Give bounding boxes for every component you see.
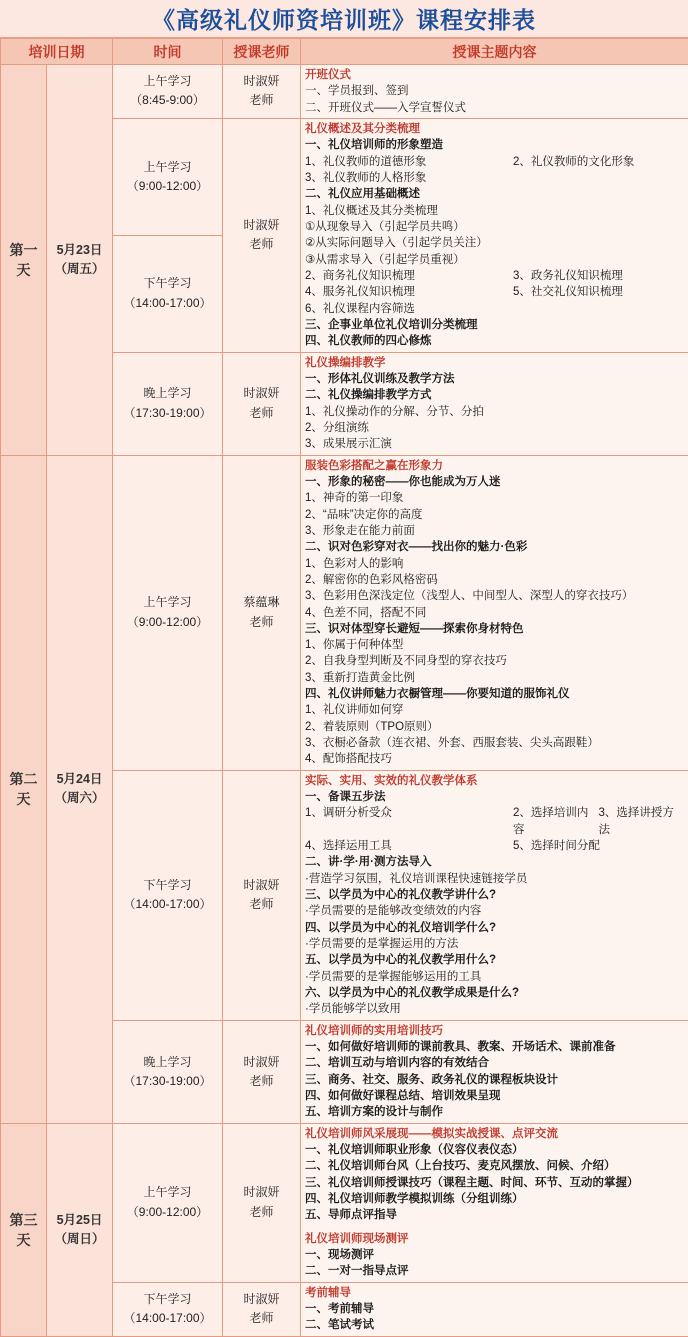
teacher-name: 蔡蕴琳 — [243, 595, 279, 609]
topic-line: 六、以学员为中心的礼仪教学成果是什么? — [305, 985, 684, 1001]
column-header-teacher: 授课老师 — [223, 39, 301, 65]
topic-heading: 礼仪培训师现场测评 — [305, 1231, 684, 1247]
teacher-suffix: 老师 — [249, 237, 273, 251]
time-cell-d2-eve — [113, 1020, 223, 1123]
teacher-cell-d1-day — [223, 118, 301, 352]
teacher-suffix: 老师 — [249, 897, 273, 911]
teacher-cell-d3-am — [223, 1123, 301, 1282]
document-title-bar — [0, 0, 688, 38]
teacher-name: 时淑妍 — [243, 1292, 279, 1306]
date-line-2: （周六） — [54, 791, 104, 805]
time-cell-d3-pm — [113, 1282, 223, 1336]
date-cell-2 — [47, 455, 113, 1123]
teacher-name: 时淑妍 — [243, 218, 279, 232]
topic-cell-exam-prep — [301, 1282, 688, 1336]
date-line-2: （周日） — [54, 1232, 104, 1246]
topic-line: 五、导师点评指导 — [305, 1207, 684, 1223]
topic-line: 四、礼仪教师的四心修炼 — [305, 333, 684, 349]
time-cell-d1-pm — [113, 235, 223, 352]
topic-line: 一、备课五步法 — [305, 789, 684, 805]
topic-line: 2、礼仪教师的文化形象 — [513, 154, 684, 170]
topic-cell-etiquette-drill — [301, 352, 688, 455]
day-label-1: 第一天 — [1, 65, 47, 456]
teacher-name: 时淑妍 — [243, 1055, 279, 1069]
teacher-name: 时淑妍 — [243, 386, 279, 400]
topic-line: 四、礼仪培训师教学模拟训练（分组训练） — [305, 1191, 684, 1207]
topic-line: 2、“品味”决定你的高度 — [305, 507, 684, 523]
teacher-name: 时淑妍 — [243, 1185, 279, 1199]
topic-line: 一、形体礼仪训练及教学方法 — [305, 371, 684, 387]
topic-line: 1、礼仪教师的道德形象 — [305, 154, 513, 170]
topic-line: ③从需求导入（引起学员重视） — [305, 252, 684, 268]
topic-line: 一、形象的秘密——你也能成为万人迷 — [305, 474, 684, 490]
topic-line: ·学员需要的是掌握能够运用的工具 — [305, 969, 684, 985]
time-line-1: 下午学习 — [143, 276, 191, 290]
date-line-1: 5月24日 — [57, 772, 103, 786]
topic-line-pair — [305, 805, 684, 838]
time-line-2: （17:30-19:00） — [123, 1074, 211, 1088]
time-line-1: 上午学习 — [143, 160, 191, 174]
date-line-1: 5月25日 — [57, 1213, 103, 1227]
course-schedule-table — [0, 38, 688, 1337]
topic-line: 三、以学员为中心的礼仪教学讲什么? — [305, 887, 684, 903]
topic-heading: 实际、实用、实效的礼仪教学体系 — [305, 773, 684, 789]
time-line-1: 下午学习 — [143, 878, 191, 892]
topic-line-pair — [305, 838, 684, 854]
date-cell-3 — [47, 1123, 113, 1336]
topic-line: 2、商务礼仪知识梳理 — [305, 268, 513, 284]
topic-line: 二、识对色彩穿对衣——找出你的魅力·色彩 — [305, 539, 684, 555]
topic-line: ·学员能够学以致用 — [305, 1001, 684, 1017]
topic-line: 二、一对一指导点评 — [305, 1263, 684, 1279]
time-cell-d1-am-early — [113, 65, 223, 119]
time-line-2: （9:00-12:00） — [127, 615, 208, 629]
topic-line: ·学员需要的是能够改变绩效的内容 — [305, 903, 684, 919]
topic-heading: 礼仪概述及其分类梳理 — [305, 121, 684, 137]
topic-line: 1、礼仪操动作的分解、分节、分拍 — [305, 404, 684, 420]
time-line-1: 上午学习 — [143, 1185, 191, 1199]
column-header-time: 时间 — [113, 39, 223, 65]
column-header-date: 培训日期 — [1, 39, 113, 65]
topic-line: ①从现象导入（引起学员共鸣） — [305, 219, 684, 235]
spacer — [305, 1224, 684, 1231]
topic-line: 一、礼仪培训师职业形象（仪容仪表仪态） — [305, 1142, 684, 1158]
teacher-suffix: 老师 — [249, 615, 273, 629]
topic-line: 1、神奇的第一印象 — [305, 490, 684, 506]
topic-line: 三、识对体型穿长避短——探索你身材特色 — [305, 621, 684, 637]
teacher-cell-d2-pm — [223, 770, 301, 1020]
topic-line: ②从实际问题导入（引起学员关注） — [305, 235, 684, 251]
topic-line-pair — [305, 154, 684, 170]
teacher-suffix: 老师 — [249, 406, 273, 420]
topic-line: 一、礼仪培训师的形象塑造 — [305, 137, 684, 153]
topic-line: 1、礼仪概述及其分类梳理 — [305, 203, 684, 219]
topic-line-pair — [305, 268, 684, 284]
topic-line: 二、笔试考试 — [305, 1317, 684, 1333]
topic-heading: 礼仪操编排教学 — [305, 355, 684, 371]
time-line-2: （14:00-17:00） — [123, 1311, 211, 1325]
topic-line: 3、衣橱必备款（连衣裙、外套、西服套装、尖头高跟鞋） — [305, 735, 684, 751]
topic-line: 5、选择时间分配 — [513, 838, 684, 854]
topic-line: 3、重新打造黄金比例 — [305, 670, 684, 686]
topic-line: 4、配饰搭配技巧 — [305, 751, 684, 767]
column-header-topic: 授课主题内容 — [301, 39, 688, 65]
time-line-1: 下午学习 — [143, 1292, 191, 1306]
teacher-suffix: 老师 — [249, 1205, 273, 1219]
topic-line: 一、学员报到、签到 — [305, 83, 684, 99]
topic-heading: 礼仪培训师的实用培训技巧 — [305, 1023, 684, 1039]
topic-line: 3、成果展示汇演 — [305, 436, 684, 452]
table-header-row — [1, 39, 688, 65]
topic-line: 3、形象走在能力前面 — [305, 523, 684, 539]
time-cell-d2-am — [113, 455, 223, 770]
time-line-2: （14:00-17:00） — [123, 296, 211, 310]
topic-line: 二、礼仪培训师台风（上台技巧、麦克风摆放、问候、介绍） — [305, 1158, 684, 1174]
topic-line: 二、培训互动与培训内容的有效结合 — [305, 1055, 684, 1071]
time-line-2: （9:00-12:00） — [127, 1205, 208, 1219]
topic-line-pair — [305, 284, 684, 300]
teacher-cell-d1-am-early — [223, 65, 301, 119]
topic-line: 6、礼仪课程内容筛选 — [305, 301, 684, 317]
topic-cell-etiquette-overview — [301, 118, 688, 352]
teacher-suffix: 老师 — [249, 1311, 273, 1325]
time-line-1: 上午学习 — [143, 74, 191, 88]
time-line-1: 晚上学习 — [143, 1055, 191, 1069]
time-line-2: （14:00-17:00） — [123, 897, 211, 911]
topic-line: 2、分组演练 — [305, 420, 684, 436]
day-label-2: 第二天 — [1, 455, 47, 1123]
topic-line: 1、调研分析受众 — [305, 805, 513, 838]
teacher-suffix: 老师 — [249, 93, 273, 107]
time-cell-d3-am — [113, 1123, 223, 1282]
time-cell-d1-eve — [113, 352, 223, 455]
topic-line: 2、着装原则（TPO原则） — [305, 719, 684, 735]
day-label-3: 第三天 — [1, 1123, 47, 1336]
topic-heading: 礼仪培训师风采展现——模拟实战授课、点评交流 — [305, 1126, 684, 1142]
topic-cell-practical-skills — [301, 1020, 688, 1123]
topic-cell-teaching-system — [301, 770, 688, 1020]
teacher-name: 时淑妍 — [243, 74, 279, 88]
topic-cell-showcase — [301, 1123, 688, 1282]
topic-line: 1、你属于何种体型 — [305, 637, 684, 653]
topic-line: 五、以学员为中心的礼仪教学用什么? — [305, 952, 684, 968]
topic-line: 一、考前辅导 — [305, 1301, 684, 1317]
table-row — [1, 1123, 688, 1282]
topic-line: 2、选择培训内容 — [513, 805, 599, 838]
topic-line: 3、政务礼仪知识梳理 — [513, 268, 684, 284]
topic-heading: 服装色彩搭配之赢在形象力 — [305, 458, 684, 474]
time-line-1: 上午学习 — [143, 595, 191, 609]
topic-heading: 开班仪式 — [305, 67, 684, 83]
teacher-name: 时淑妍 — [243, 878, 279, 892]
topic-line: 5、社交礼仪知识梳理 — [513, 284, 684, 300]
date-line-1: 5月23日 — [57, 243, 103, 257]
topic-cell-opening-ceremony — [301, 65, 688, 119]
teacher-cell-d3-pm — [223, 1282, 301, 1336]
topic-line: 四、以学员为中心的礼仪培训学什么? — [305, 920, 684, 936]
teacher-cell-d1-eve — [223, 352, 301, 455]
teacher-cell-d2-am — [223, 455, 301, 770]
topic-line: 3、礼仪教师的人格形象 — [305, 170, 684, 186]
topic-line: 4、色差不同，搭配不同 — [305, 605, 684, 621]
page-title: 《高级礼仪师资培训班》课程安排表 — [152, 2, 536, 35]
time-line-2: （9:00-12:00） — [127, 179, 208, 193]
time-cell-d2-pm — [113, 770, 223, 1020]
topic-line: 3、色彩用色深浅定位（浅型人、中间型人、深型人的穿衣技巧） — [305, 588, 684, 604]
topic-line: 4、服务礼仪知识梳理 — [305, 284, 513, 300]
topic-line: 三、商务、社交、服务、政务礼仪的课程板块设计 — [305, 1072, 684, 1088]
topic-line: ·营造学习氛围，礼仪培训课程快速链接学员 — [305, 871, 684, 887]
topic-line: 五、培训方案的设计与制作 — [305, 1104, 684, 1120]
topic-line: 二、讲·学·用·测方法导入 — [305, 854, 684, 870]
topic-line: 三、礼仪培训师授课技巧（课程主题、时间、环节、互动的掌握） — [305, 1175, 684, 1191]
topic-line: 二、礼仪操编排教学方式 — [305, 387, 684, 403]
time-line-2: （8:45-9:00） — [130, 93, 205, 107]
topic-line: 二、开班仪式——入学宣誓仪式 — [305, 100, 684, 116]
topic-line: 三、企事业单位礼仪培训分类梳理 — [305, 317, 684, 333]
topic-heading: 考前辅导 — [305, 1285, 684, 1301]
topic-line: 1、礼仪讲师如何穿 — [305, 702, 684, 718]
table-row — [1, 455, 688, 770]
topic-line: 一、现场测评 — [305, 1247, 684, 1263]
topic-line: 4、选择运用工具 — [305, 838, 513, 854]
date-line-2: （周五） — [54, 262, 104, 276]
topic-line: 二、礼仪应用基础概述 — [305, 186, 684, 202]
date-cell-1 — [47, 65, 113, 456]
topic-line: 四、礼仪讲师魅力衣橱管理——你要知道的服饰礼仪 — [305, 686, 684, 702]
topic-line: 一、如何做好培训师的课前教具、教案、开场话术、课前准备 — [305, 1039, 684, 1055]
topic-cell-color-image — [301, 455, 688, 770]
topic-line: 四、如何做好课程总结、培训效果呈现 — [305, 1088, 684, 1104]
topic-line: ·学员需要的是掌握运用的方法 — [305, 936, 684, 952]
teacher-suffix: 老师 — [249, 1074, 273, 1088]
table-row — [1, 65, 688, 119]
topic-line: 3、选择讲授方法 — [599, 805, 685, 838]
time-cell-d1-am — [113, 118, 223, 235]
teacher-cell-d2-eve — [223, 1020, 301, 1123]
topic-line: 2、自我身型判断及不同身型的穿衣技巧 — [305, 653, 684, 669]
topic-line: 1、色彩对人的影响 — [305, 556, 684, 572]
time-line-1: 晚上学习 — [143, 386, 191, 400]
time-line-2: （17:30-19:00） — [123, 406, 211, 420]
topic-line: 2、解密你的色彩风格密码 — [305, 572, 684, 588]
